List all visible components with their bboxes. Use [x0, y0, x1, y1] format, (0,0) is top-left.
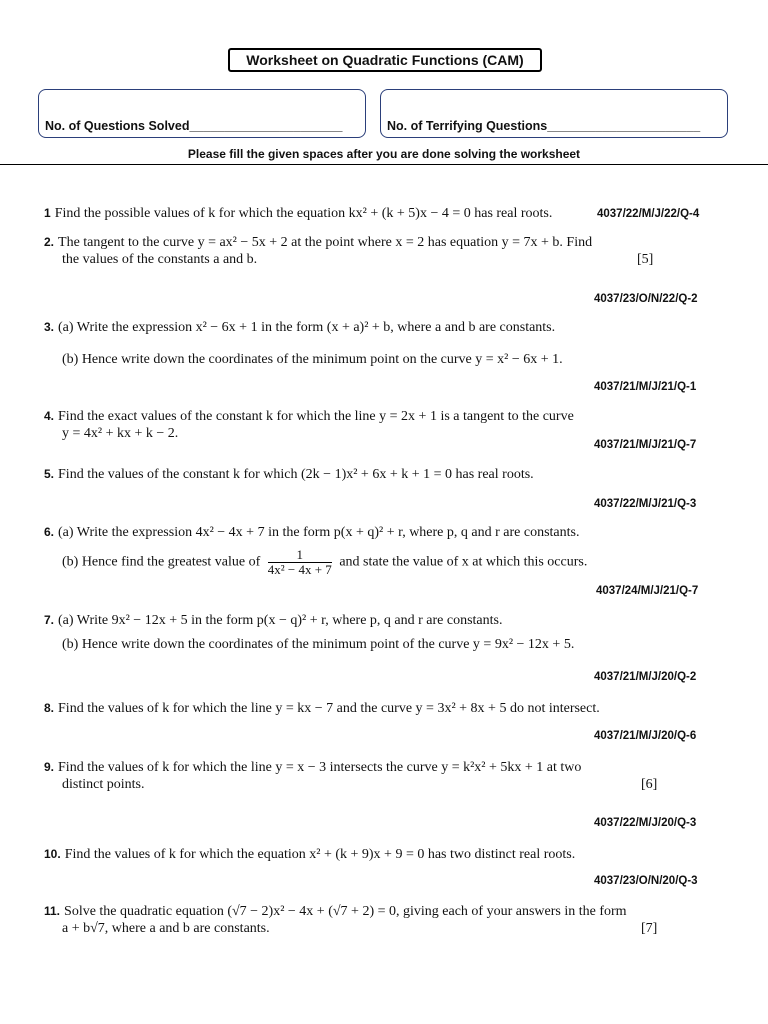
question-6-part-b-end: and state the value of x at which this occurs. [339, 554, 588, 570]
question-4-line-2: y = 4x² + kx + k − 2. [62, 426, 179, 441]
question-number: 10. [44, 847, 61, 861]
question-2-marks: [5] [637, 252, 654, 267]
question-5-ref: 4037/22/M/J/21/Q-3 [594, 498, 697, 510]
question-number: 2. [44, 235, 55, 249]
question-11 [44, 904, 627, 920]
fraction: $\frac{1}{\text{4x² − 4x + 7}}$ [267, 547, 332, 577]
question-7 [44, 613, 503, 629]
question-number: 8. [44, 701, 55, 715]
question-text: (a) Write the expression x² − 6x + 1 in the form (x + a)² + b, where a and b are constants. [58, 320, 556, 335]
instruction-text: Please fill the given spaces after you are done solving the worksheet [187, 147, 581, 161]
question-2-line-2: the values of the constants a and b. [62, 252, 258, 267]
question-4 [44, 409, 574, 425]
question-9-line-2: distinct points. [62, 777, 145, 792]
question-7-line-2: (b) Hence write down the coordinates of the minimum point of the curve y = 9x² − 12x + 5. [62, 637, 575, 652]
question-number: 6. [44, 525, 55, 539]
question-text: Find the values of k for which the line y = kx − 7 and the curve y = 3x² + 8x + 5 do not intersect. [58, 701, 600, 716]
question-8-ref: 4037/21/M/J/20/Q-6 [594, 730, 697, 742]
question-number: 1 [44, 206, 51, 220]
question-11-line-2: a + b√7, where a and b are constants. [62, 921, 270, 936]
question-text: (a) Write 9x² − 12x + 5 in the form p(x − q)² + r, where p, q and r are constants. [58, 613, 503, 628]
question-7-ref: 4037/21/M/J/20/Q-2 [594, 671, 697, 683]
terrifying-questions-label: No. of Terrifying Questions [387, 119, 548, 133]
question-6-line-2 [62, 548, 587, 577]
question-9 [44, 760, 581, 776]
question-number: 4. [44, 409, 55, 423]
question-number: 5. [44, 467, 55, 481]
question-1-ref: 4037/22/M/J/22/Q-4 [597, 208, 700, 220]
question-text: (a) Write the expression 4x² − 4x + 7 in the form p(x + q)² + r, where p, q and r are constants. [58, 525, 580, 540]
question-text: Find the values of k for which the line y = x − 3 intersects the curve y = k²x² + 5kx + 1 at two [58, 760, 582, 775]
question-text: The tangent to the curve y = ax² − 5x + 2 at the point where x = 2 has equation y = 7x + b. Find [58, 235, 593, 250]
question-2-ref: 4037/23/O/N/22/Q-2 [594, 293, 698, 305]
question-3 [44, 320, 555, 336]
questions-solved-field[interactable] [38, 89, 366, 138]
question-text: Find the values of the constant k for which (2k − 1)x² + 6x + k + 1 = 0 has real roots. [58, 467, 534, 482]
questions-solved-blank[interactable]: ______________________ [189, 119, 343, 133]
question-10-ref: 4037/23/O/N/20/Q-3 [594, 875, 698, 887]
question-5 [44, 467, 534, 483]
question-1 [44, 206, 552, 222]
question-2 [44, 235, 592, 251]
question-8 [44, 701, 600, 717]
question-9-ref: 4037/22/M/J/20/Q-3 [594, 817, 697, 829]
question-3-ref: 4037/21/M/J/21/Q-1 [594, 381, 697, 393]
question-11-marks: [7] [641, 921, 658, 936]
question-6 [44, 525, 579, 541]
question-9-marks: [6] [641, 777, 658, 792]
divider [0, 164, 768, 165]
question-text: Find the exact values of the constant k for which the line y = 2x + 1 is a tangent to the curve [58, 409, 574, 424]
question-number: 11. [44, 904, 61, 918]
question-number: 7. [44, 613, 55, 627]
question-6-part-b: (b) Hence find the greatest value of [62, 554, 261, 570]
terrifying-questions-field[interactable] [380, 89, 728, 138]
question-text: Find the values of k for which the equation x² + (k + 9)x + 9 = 0 has two distinct real roots. [64, 847, 576, 862]
question-number: 9. [44, 760, 55, 774]
question-10 [44, 847, 575, 863]
questions-solved-label: No. of Questions Solved [45, 119, 190, 133]
question-6-ref: 4037/24/M/J/21/Q-7 [596, 585, 699, 597]
question-3-line-2: (b) Hence write down the coordinates of the minimum point on the curve y = x² − 6x + 1. [62, 352, 563, 367]
worksheet-title: Worksheet on Quadratic Functions (CAM) [228, 48, 542, 72]
question-number: 3. [44, 320, 55, 334]
question-text: Solve the quadratic equation (√7 − 2)x² − 4x + (√7 + 2) = 0, giving each of your answers in the form [64, 904, 627, 919]
terrifying-questions-blank[interactable]: ______________________ [547, 119, 701, 133]
question-text: Find the possible values of k for which the equation kx² + (k + 5)x − 4 = 0 has real roots. [54, 206, 553, 221]
question-4-ref: 4037/21/M/J/21/Q-7 [594, 439, 697, 451]
